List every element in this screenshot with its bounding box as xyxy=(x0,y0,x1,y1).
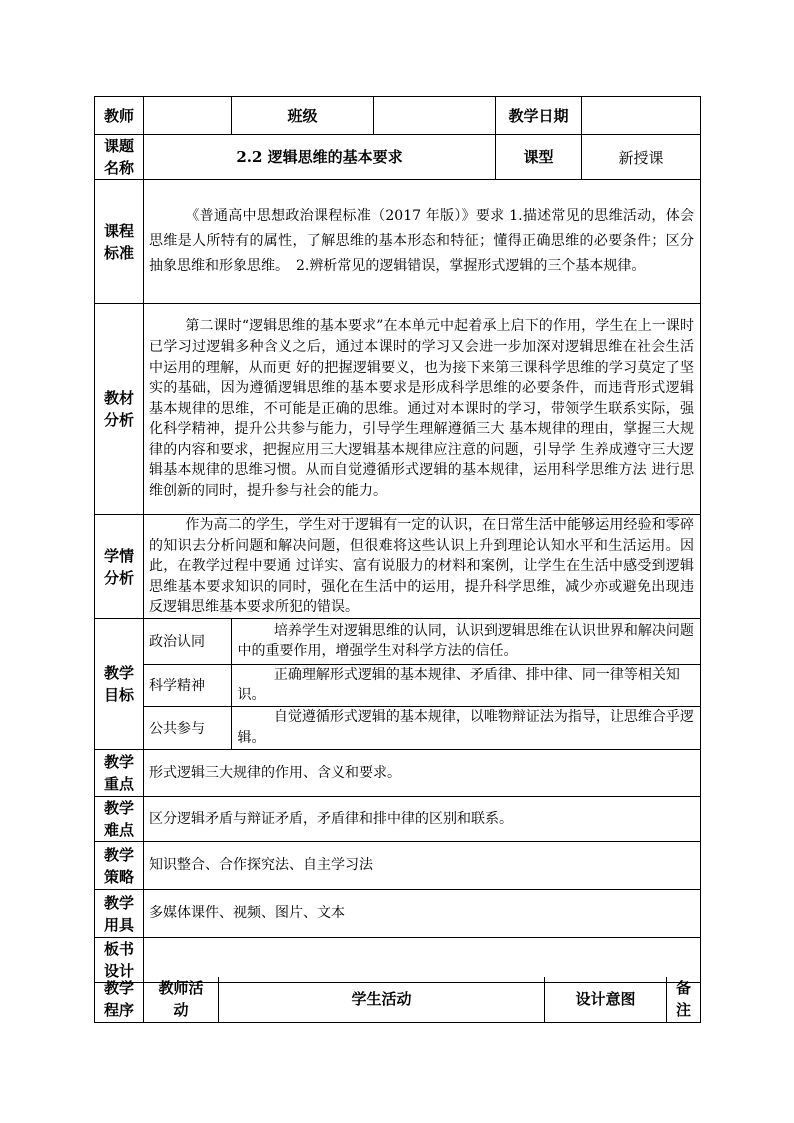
material-label xyxy=(95,304,144,515)
teacher-value xyxy=(144,97,232,135)
date-label: 教学日期 xyxy=(496,97,582,135)
class-label: 班级 xyxy=(232,97,374,135)
strategies-label-line1: 教学 xyxy=(103,845,134,864)
standard-label-line1: 课程 xyxy=(103,221,134,240)
material-row xyxy=(95,304,701,515)
standard-label xyxy=(95,180,144,304)
standard-text: 《普通高中思想政治课程标准（2017 年版）》要求 1.描述常见的思维活动，体会思维是人所特有的属性，了解思维的基本形态和特征；懂得正确思维的必要条件；区分抽象思维和形象思维。 2.辨析常见的逻辑错误，掌握形式逻辑的三个基本规律。 xyxy=(149,208,694,274)
standard-text-cell xyxy=(144,180,701,304)
difficulties-label-line1: 教学 xyxy=(103,799,134,818)
goal-name: 公共参与 xyxy=(144,706,231,749)
design-intent-header: 设计意图 xyxy=(545,977,667,1022)
material-text-cell xyxy=(144,304,701,515)
teacher-activity-line2: 动 xyxy=(173,1001,189,1020)
notes-header-line1: 备 xyxy=(675,979,691,998)
strategies-label-line2: 策略 xyxy=(103,867,134,886)
goal-row xyxy=(144,706,700,749)
procedure-label-line2: 程序 xyxy=(103,1001,134,1020)
students-label-line2: 分析 xyxy=(103,568,134,587)
tools-label-line1: 教学 xyxy=(103,893,134,912)
lesson-type-value: 新授课 xyxy=(582,135,701,180)
board-label-line1: 板书 xyxy=(103,940,134,959)
strategies-row xyxy=(95,842,701,890)
standard-row xyxy=(95,180,701,304)
topic-label xyxy=(95,135,144,180)
header-row xyxy=(95,97,701,135)
students-text-cell xyxy=(144,515,701,619)
key-points-label-line2: 重点 xyxy=(103,775,134,794)
students-row xyxy=(95,515,701,619)
notes-header xyxy=(667,977,701,1022)
teacher-activity-header xyxy=(144,977,219,1022)
procedure-table xyxy=(94,977,701,1023)
goal-text: 正确理解形式逻辑的基本规律、矛盾律、排中律、同一律等相关知识。 xyxy=(231,664,700,706)
goal-text: 培养学生对逻辑思维的认同，认识到逻辑思维在认识世界和解决问题中的重要作用，增强学生对科学方法的信任。 xyxy=(231,619,700,664)
tools-label xyxy=(95,890,144,938)
date-value xyxy=(582,97,701,135)
goal-name: 科学精神 xyxy=(144,664,231,706)
difficulties-label-line2: 难点 xyxy=(103,821,134,840)
goals-cell xyxy=(144,619,701,750)
board-text xyxy=(144,938,701,983)
board-label xyxy=(95,938,144,983)
standard-label-line2: 标准 xyxy=(103,243,134,262)
goals-row xyxy=(95,619,701,750)
topic-label-line1: 课题 xyxy=(103,137,134,155)
key-points-row xyxy=(95,750,701,797)
difficulties-text: 区分逻辑矛盾与辩证矛盾，矛盾律和排中律的区别和联系。 xyxy=(144,797,701,842)
goal-name: 政治认同 xyxy=(144,619,231,664)
procedure-label xyxy=(95,977,144,1022)
students-label xyxy=(95,515,144,619)
key-points-label-line1: 教学 xyxy=(103,753,134,772)
strategies-label xyxy=(95,842,144,890)
board-label-line2: 设计 xyxy=(103,962,134,981)
class-value xyxy=(374,97,496,135)
students-text: 作为高二的学生，学生对于逻辑有一定的认识，在日常生活中能够运用经验和零碎的知识去分析问题和解决问题，但很难将这些认识上升到理论认知水平和生活运用。因此，在教学过程中要通 过详实、富有说服力的材料和案例，让学生在生活中感受到逻辑思维基本要求知识的同时，强化在生活中的运用，提升科学思维，减少亦或避免出现违反逻辑思维基本要求所犯的错误。 xyxy=(149,517,694,616)
topic-label-line2: 名称 xyxy=(103,159,134,177)
goal-row xyxy=(144,664,700,706)
tools-row xyxy=(95,890,701,938)
material-text: 第二课时“逻辑思维的基本要求”在本单元中起着承上启下的作用，学生在上一课时已学习过逻辑多种含义之后，通过本课时的学习又会进一步加深对逻辑思维在社会生活中运用的理解，从而更 好的把握逻辑要义，也为接下来第三课科学思维的学习莫定了坚实的基础，因为遵循逻辑思维的基本要求是形成科学思维的必要条件，而违背形式逻辑基本规律的思维，不可能是正确的思维。通过对本课时的学习，带领学生联系实际，强化科学精神，提升公共参与能力，引导学生理解遵循三大 基本规律的理由，掌握三大规律的内容和要求，把握应用三大逻辑基本规律应注意的问题，引导学 生养成遵守三大逻辑基本规律的思维习惯。从而自觉遵循形式逻辑的基本规律，运用科学思维方法 进行思维创新的同时，提升参与社会的能力。 xyxy=(149,318,694,500)
teacher-label: 教师 xyxy=(95,97,144,135)
key-points-text: 形式逻辑三大规律的作用、含义和要求。 xyxy=(144,750,701,797)
material-label-line1: 教材 xyxy=(103,389,134,407)
students-label-line1: 学情 xyxy=(103,546,134,565)
notes-header-line2: 注 xyxy=(675,1001,691,1020)
key-points-label xyxy=(95,750,144,797)
difficulties-row xyxy=(95,797,701,842)
goals-label-line2: 目标 xyxy=(103,686,134,705)
strategies-text: 知识整合、合作探究法、自主学习法 xyxy=(144,842,701,890)
procedure-header-row xyxy=(95,977,701,1022)
lesson-type-label: 课型 xyxy=(496,135,582,180)
goals-subtable xyxy=(144,619,700,749)
tools-text: 多媒体课件、视频、图片、文本 xyxy=(144,890,701,938)
teacher-activity-line1: 教师活 xyxy=(158,979,204,998)
topic-value: 2.2 逻辑思维的基本要求 xyxy=(144,135,496,180)
board-row xyxy=(95,938,701,983)
lesson-plan-table xyxy=(94,96,701,983)
goal-text: 自觉遵循形式逻辑的基本规律，以唯物辩证法为指导，让思维合乎逻辑。 xyxy=(231,706,700,749)
goals-label-line1: 教学 xyxy=(103,664,134,683)
student-activity-header: 学生活动 xyxy=(219,977,545,1022)
procedure-label-line1: 教学 xyxy=(103,979,134,998)
material-label-line2: 分析 xyxy=(103,411,134,429)
tools-label-line2: 用具 xyxy=(103,915,134,934)
goals-label xyxy=(95,619,144,750)
difficulties-label xyxy=(95,797,144,842)
topic-row xyxy=(95,135,701,180)
goal-row xyxy=(144,619,700,664)
